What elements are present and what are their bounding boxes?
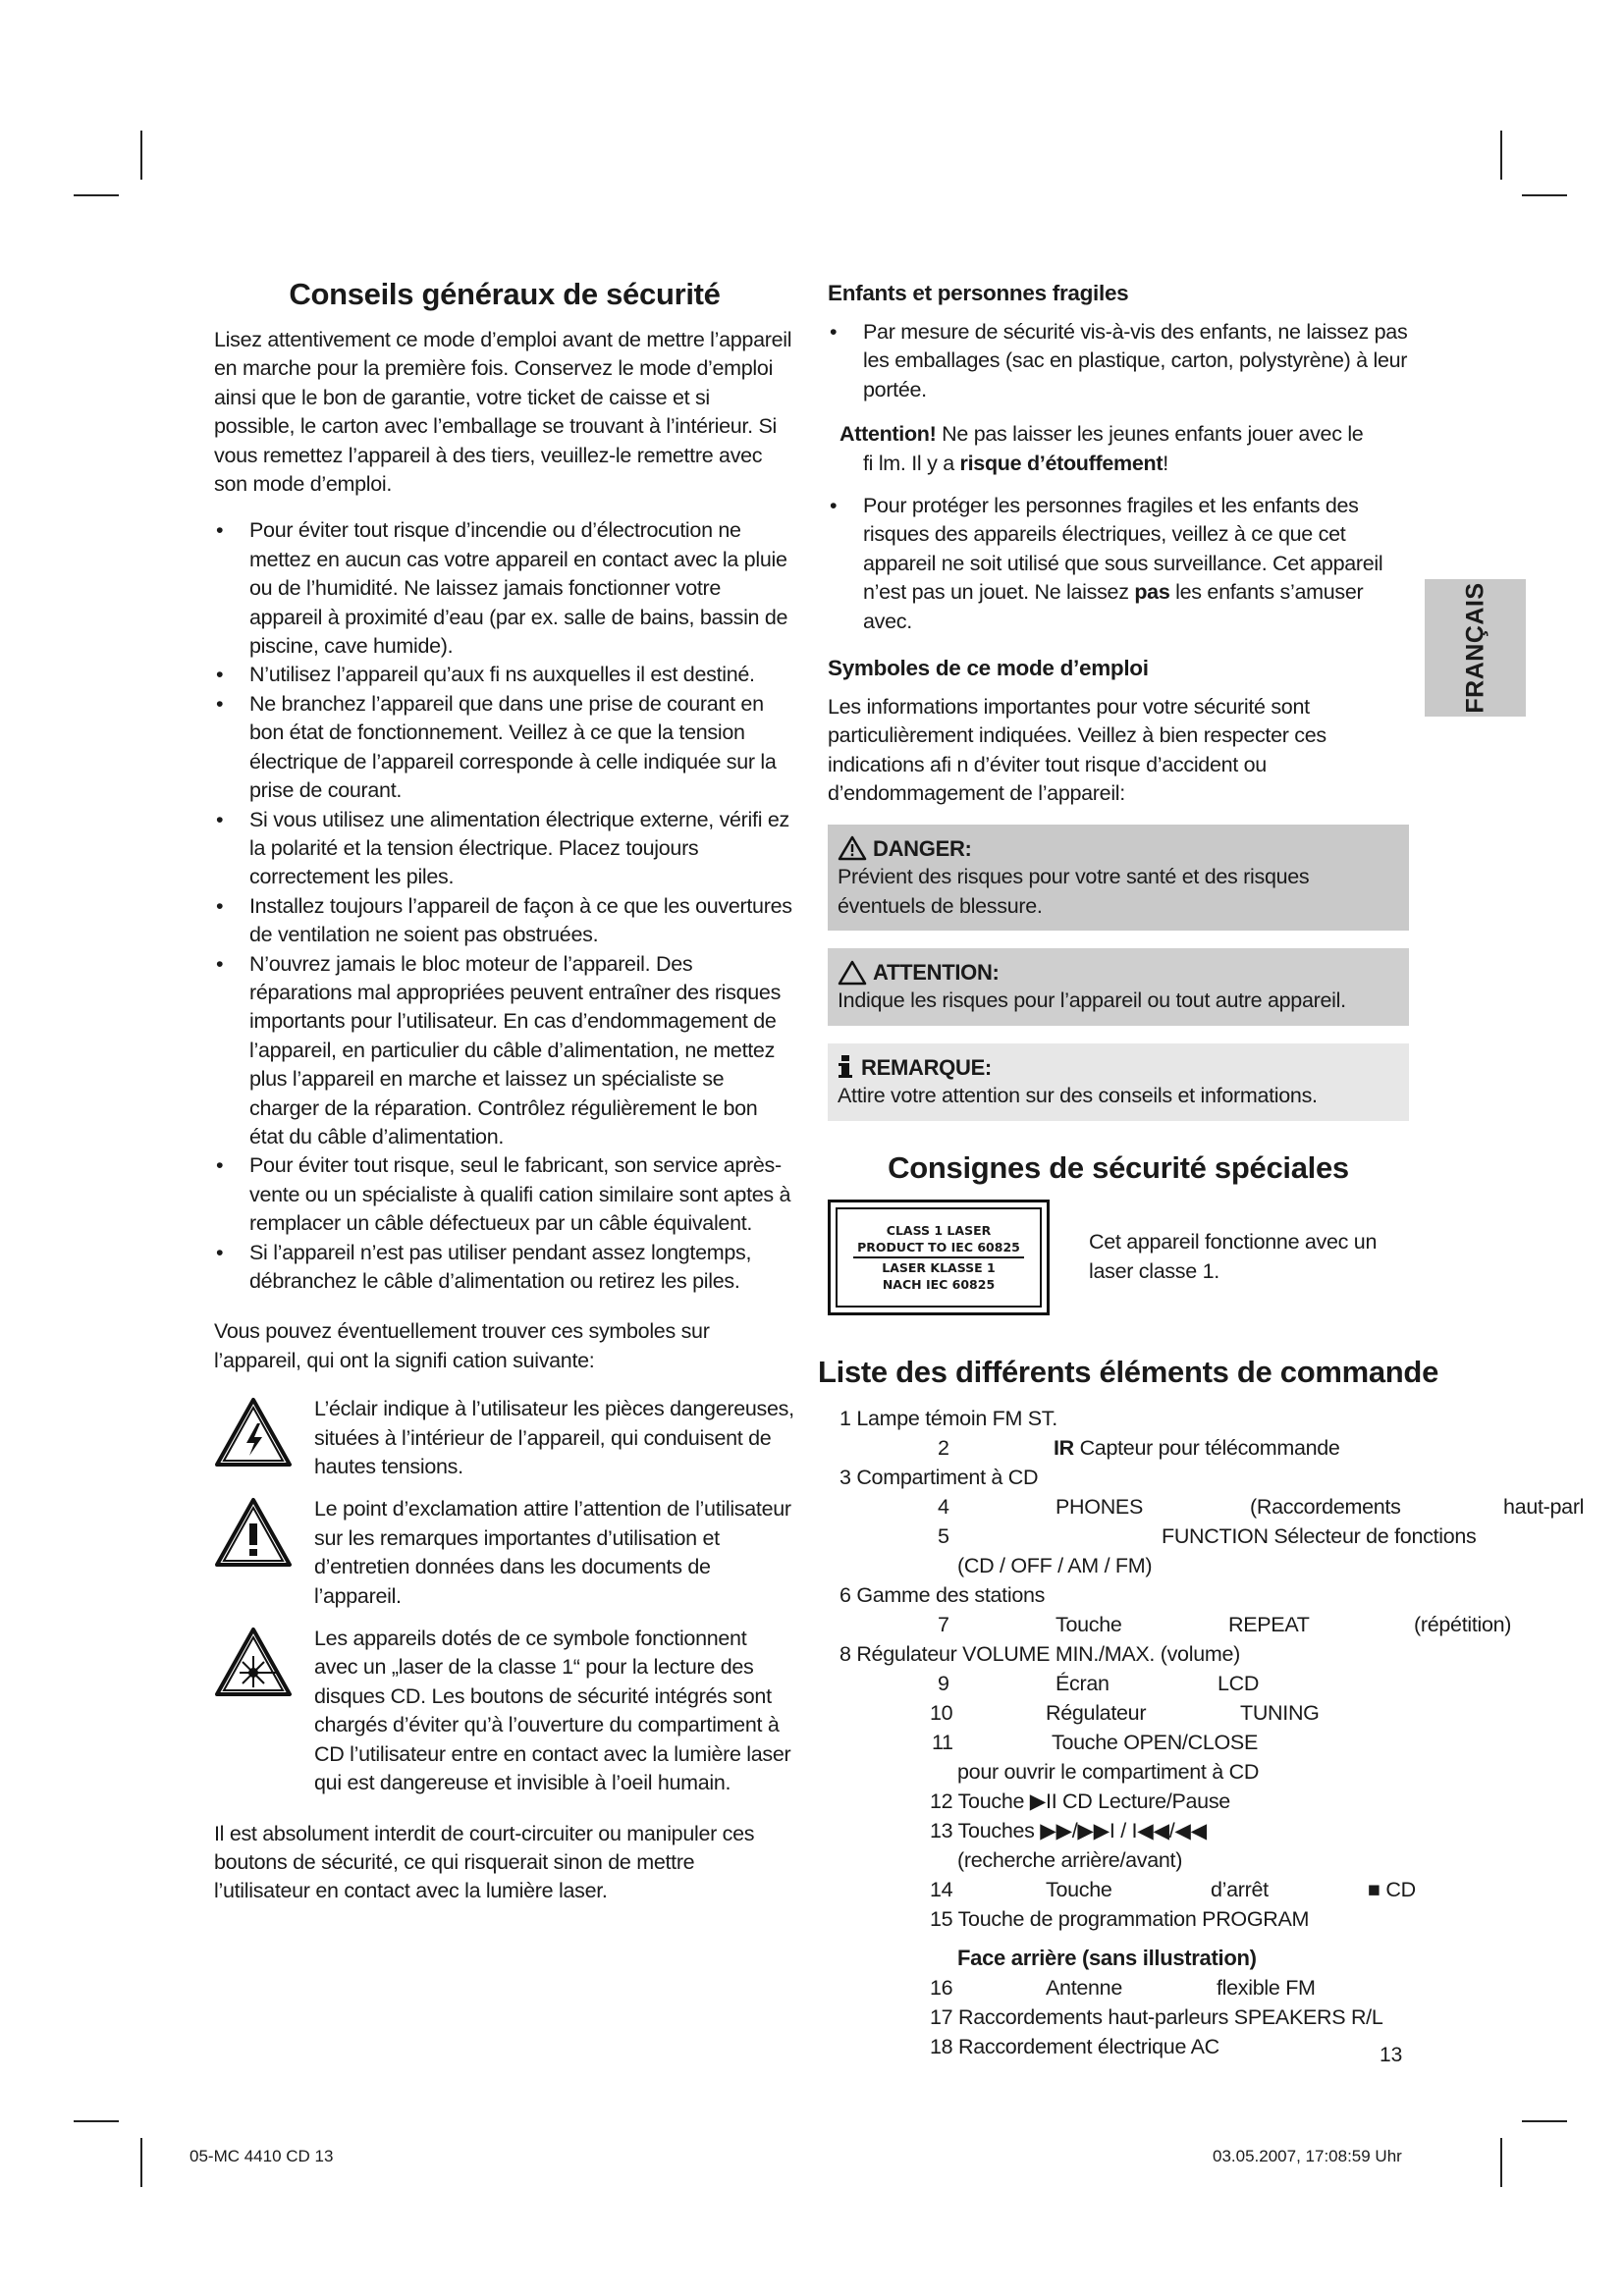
children-bullet: • Par mesure de sécurité vis-à-vis des enfants, ne laissez pas les emballages (sac en plastique, carton, polystyrène) à leur portée. bbox=[828, 318, 1409, 404]
laser-class-row bbox=[828, 1200, 1409, 1315]
safety-bullet-list bbox=[214, 516, 795, 1296]
control-text: 15 Touche de programmation PROGRAM bbox=[930, 1906, 1310, 1931]
children-bullet-list-2 bbox=[828, 492, 1409, 636]
remark-text: Attire votre attention sur des conseils et informations. bbox=[838, 1084, 1318, 1108]
control-text: LCD bbox=[1218, 1671, 1260, 1695]
control-text: haut-parl bbox=[1503, 1494, 1585, 1519]
control-text: flexible FM bbox=[1217, 1975, 1316, 2000]
control-item bbox=[828, 1904, 1409, 1934]
control-item bbox=[828, 1492, 1585, 1522]
control-text bbox=[1054, 1433, 1340, 1463]
safety-bullet: • Installez toujours l’appareil de façon à ce que les ouvertures de ventilation ne soient pas obstruées. bbox=[214, 892, 795, 950]
lightning-symbol-text: L’éclair indique à l’utilisateur les pièces dangereuses, situées à l’intérieur de l’appareil, qui conduisent de hautes tensions. bbox=[314, 1397, 794, 1479]
crop-mark bbox=[74, 2120, 119, 2122]
footer-right: 03.05.2007, 17:08:59 Uhr bbox=[1213, 2147, 1402, 2165]
rear-panel-heading: Face arrière (sans illustration) bbox=[957, 1945, 1257, 1970]
control-text: Touche bbox=[1046, 1877, 1112, 1901]
control-text: 18 Raccordement électrique AC bbox=[930, 2034, 1219, 2058]
control-text: 1 Lampe témoin FM ST. bbox=[839, 1406, 1057, 1430]
footer-left: 05-MC 4410 CD 13 bbox=[189, 2147, 334, 2165]
control-item bbox=[828, 1551, 1409, 1580]
general-safety-intro: Lisez attentivement ce mode d’emploi avant de mettre l’appareil en marche pour la première fois. Conservez le mode d’emploi ainsi que le bon de garantie, votre ticket de caisse et si possible, le carton avec l’emballage se trouvant à l’intérieur. Si vous remettez l’appareil à des tiers, veuillez-le remettre avec son mode d’emploi. bbox=[214, 328, 792, 497]
crop-mark bbox=[74, 194, 119, 196]
laser-label-line: NACH IEC 60825 bbox=[882, 1276, 996, 1292]
control-item bbox=[828, 1669, 1409, 1698]
danger-box bbox=[828, 825, 1409, 931]
laser-closing-text: Il est absolument interdit de court-circuiter ou manipuler ces boutons de sécurité, ce qui risquerait sinon de mettre l’utilisateur en contact avec la lumière laser. bbox=[214, 1821, 755, 1903]
control-number: 10 bbox=[930, 1700, 953, 1725]
control-item bbox=[828, 2002, 1409, 2032]
info-icon bbox=[838, 1054, 853, 1080]
attention-box bbox=[828, 948, 1409, 1026]
control-text: pour ouvrir le compartiment à CD bbox=[957, 1759, 1260, 1784]
crop-mark bbox=[1500, 2138, 1502, 2187]
control-text: 17 Raccordements haut-parleurs SPEAKERS R/L bbox=[930, 2004, 1383, 2029]
symbol-row-lightning bbox=[214, 1395, 795, 1481]
control-item bbox=[828, 1522, 1477, 1551]
attention-text-2: fi lm. Il y a bbox=[863, 451, 960, 475]
laser-label-line: LASER KLASSE 1 bbox=[882, 1259, 996, 1275]
attention-text: Ne pas laisser les jeunes enfants jouer avec le bbox=[936, 422, 1364, 447]
children-bullet bbox=[828, 492, 1409, 636]
crop-mark bbox=[1522, 194, 1567, 196]
control-text: d’arrêt bbox=[1211, 1877, 1269, 1901]
control-item bbox=[828, 1698, 1409, 1728]
symbols-intro: Vous pouvez éventuellement trouver ces symboles sur l’appareil, qui ont la signifi cation suivante: bbox=[214, 1319, 710, 1372]
danger-warning-icon bbox=[838, 835, 867, 861]
control-item bbox=[828, 1757, 1409, 1787]
crop-mark bbox=[1500, 131, 1502, 180]
safety-bullet: • Pour éviter tout risque d’incendie ou d’électrocution ne mettez en aucun cas votre appareil en contact avec la pluie ou de l’humidité. Ne laissez jamais fonctionner votre appareil à proximité d’eau (par ex. salle de bains, bassin de piscine, cave humide). bbox=[214, 516, 795, 661]
special-safety-title: Consignes de sécurité spéciales bbox=[888, 1149, 1349, 1185]
control-number: 2 bbox=[938, 1435, 949, 1460]
general-safety-title: Conseils généraux de sécurité bbox=[289, 277, 721, 311]
control-text: Écran bbox=[1056, 1671, 1110, 1695]
children-heading: Enfants et personnes fragiles bbox=[828, 281, 1129, 305]
control-item bbox=[828, 1639, 1409, 1669]
laser-label-line: CLASS 1 LASER bbox=[886, 1222, 992, 1238]
laser-label-divider bbox=[853, 1256, 1023, 1258]
remark-label: REMARQUE: bbox=[861, 1054, 992, 1080]
bullet-text-part: les enfants s’amuser avec. bbox=[863, 580, 1364, 633]
control-text: (recherche arrière/avant) bbox=[957, 1847, 1183, 1872]
safety-bullet: • N’utilisez l’appareil qu’aux fi ns auxquelles il est destiné. bbox=[214, 661, 795, 689]
control-text: TUNING bbox=[1240, 1700, 1320, 1725]
control-item bbox=[828, 2032, 1409, 2061]
control-text: 6 Gamme des stations bbox=[839, 1582, 1046, 1607]
safety-bullet: • Si l’appareil n’est pas utiliser pendant assez longtemps, débranchez le câble d’alimentation ou retirez les piles. bbox=[214, 1239, 795, 1297]
remark-box bbox=[828, 1043, 1409, 1121]
control-text: Touche bbox=[1056, 1612, 1122, 1636]
control-text: (CD / OFF / AM / FM) bbox=[957, 1553, 1153, 1577]
control-text: (répétition) bbox=[1414, 1612, 1512, 1636]
exclamation-symbol-text: Le point d’exclamation attire l’attention de l’utilisateur sur les remarques importantes d’utilisation et d’entretien données dans les documents de l’appareil. bbox=[314, 1497, 791, 1608]
control-number: 7 bbox=[938, 1612, 949, 1636]
rear-heading-row bbox=[828, 1934, 1409, 1973]
manual-symbols-text: Les informations importantes pour votre sécurité sont particulièrement indiquées. Veillez à bien respecter ces indications afi n d’éviter tout risque d’accident ou d’endommagement de l’appareil: bbox=[828, 695, 1326, 806]
children-bullet-list bbox=[828, 318, 1409, 404]
page-number: 13 bbox=[1380, 2044, 1403, 2066]
control-item bbox=[828, 1845, 1409, 1875]
control-item bbox=[828, 1728, 1409, 1757]
control-text: FUNCTION Sélecteur de fonctions bbox=[1162, 1523, 1477, 1548]
attention-box-header bbox=[838, 958, 1399, 987]
control-number: 4 bbox=[938, 1494, 949, 1519]
control-item bbox=[828, 1610, 1512, 1639]
symbol-row-laser bbox=[214, 1625, 795, 1797]
safety-bullet: • Si vous utilisez une alimentation électrique externe, vérifi ez la polarité et la tension électrique. Placez toujours correctement les piles. bbox=[214, 806, 795, 892]
control-number: 5 bbox=[938, 1523, 949, 1548]
control-text: 3 Compartiment à CD bbox=[839, 1465, 1039, 1489]
control-text: 12 Touche ▶II CD Lecture/Pause bbox=[930, 1789, 1230, 1813]
control-text: Touche OPEN/CLOSE bbox=[1052, 1730, 1258, 1754]
crop-mark bbox=[140, 131, 142, 180]
language-tab-label: FRANÇAIS bbox=[1461, 582, 1489, 714]
controls-list bbox=[828, 1404, 1585, 2061]
control-text: Antenne bbox=[1046, 1975, 1123, 2000]
safety-bullet: • Pour éviter tout risque, seul le fabricant, son service après-vente ou un spécialiste à qualifi cation similaire sont aptes à remplacer un câble défectueux par un câble équivalent. bbox=[214, 1151, 795, 1238]
control-text: (Raccordements bbox=[1250, 1494, 1401, 1519]
control-text: 8 Régulateur VOLUME MIN./MAX. (volume) bbox=[839, 1641, 1240, 1666]
remark-header bbox=[838, 1053, 1399, 1082]
laser-label-line: PRODUCT TO IEC 60825 bbox=[857, 1239, 1020, 1255]
control-text: 13 Touches ▶▶/▶▶I / I◀◀/◀◀ bbox=[930, 1818, 1207, 1842]
bullet-text-part: Pour protéger les personnes fragiles et les enfants des risques des appareils électriques, veillez à ce que cet appareil ne soit utilisé que sous surveillance. Cet appareil n’est pas un jouet. Ne laissez bbox=[863, 494, 1383, 605]
danger-header bbox=[838, 834, 1399, 863]
control-number: 9 bbox=[938, 1671, 949, 1695]
lightning-warning-icon bbox=[214, 1395, 295, 1481]
control-text: ■ CD bbox=[1368, 1877, 1416, 1901]
control-text-part: Capteur pour télécommande bbox=[1073, 1435, 1340, 1460]
control-text: PHONES bbox=[1056, 1494, 1143, 1519]
control-item bbox=[828, 1433, 1409, 1463]
exclamation-warning-icon bbox=[214, 1495, 295, 1611]
attention-bold-text: risque d’étouffement bbox=[959, 451, 1164, 475]
control-item bbox=[828, 1875, 1416, 1904]
control-item bbox=[828, 1973, 1409, 2002]
attention-box-text: Indique les risques pour l’appareil ou tout autre appareil. bbox=[838, 988, 1346, 1013]
attention-box-label: ATTENTION: bbox=[873, 959, 1000, 985]
danger-text: Prévient des risques pour votre santé et des risques éventuels de blessure. bbox=[838, 865, 1310, 918]
danger-label: DANGER: bbox=[873, 835, 972, 861]
safety-bullet: • Ne branchez l’appareil que dans une prise de courant en bon état de fonctionnement. Veillez à ce que la tension électrique de l’appareil corresponde à celle indiquée sur la prise de courant. bbox=[214, 690, 795, 806]
control-number: 11 bbox=[932, 1730, 953, 1754]
symbol-row-exclamation bbox=[214, 1495, 795, 1611]
control-text: Régulateur bbox=[1046, 1700, 1147, 1725]
crop-mark bbox=[140, 2138, 142, 2187]
manual-symbols-heading: Symboles de ce mode d’emploi bbox=[828, 656, 1149, 681]
crop-mark bbox=[1522, 2120, 1567, 2122]
control-item bbox=[828, 1404, 1409, 1433]
control-item bbox=[828, 1580, 1409, 1610]
controls-title: Liste des différents éléments de commande bbox=[818, 1354, 1439, 1389]
attention-warning-icon bbox=[838, 960, 867, 986]
attention-label: Attention! bbox=[839, 422, 937, 447]
attention-end: ! bbox=[1163, 451, 1168, 475]
control-item bbox=[828, 1463, 1409, 1492]
control-item bbox=[828, 1816, 1409, 1845]
laser-class-text: Cet appareil fonctionne avec un laser classe 1. bbox=[1089, 1230, 1378, 1283]
control-number: 14 bbox=[930, 1877, 953, 1901]
language-tab bbox=[1425, 579, 1526, 717]
laser-warning-icon bbox=[214, 1625, 295, 1797]
left-column bbox=[214, 277, 795, 1906]
control-bold: IR bbox=[1054, 1435, 1074, 1460]
control-item bbox=[828, 1787, 1409, 1816]
safety-bullet: • N’ouvrez jamais le bloc moteur de l’appareil. Des réparations mal appropriées peuvent entraîner des risques importants pour l’utilisateur. En cas d’endommagement de l’appareil, en particulier du câble d’alimentation, ne mettez plus l’appareil en marche et laissez un spécialiste se charger de la réparation. Contrôlez régulièrement le bon état du câble d’alimentation. bbox=[214, 950, 795, 1152]
control-number: 16 bbox=[930, 1975, 953, 2000]
bullet-bold-part: pas bbox=[1134, 580, 1170, 605]
attention-suffocation-note bbox=[839, 420, 1409, 478]
laser-symbol-text: Les appareils dotés de ce symbole fonctionnent avec un „laser de la classe 1“ pour la lecture des disques CD. Les boutons de sécurité intégrés sont chargés d’éviter qu’à l’ouverture du compartiment à CD l’utilisateur entre en contact avec la lumière laser qui est dangereuse et invisible à l’oeil humain. bbox=[314, 1627, 791, 1795]
laser-class-label bbox=[828, 1200, 1050, 1315]
control-text: REPEAT bbox=[1228, 1612, 1310, 1636]
laser-label-inner bbox=[836, 1207, 1042, 1308]
